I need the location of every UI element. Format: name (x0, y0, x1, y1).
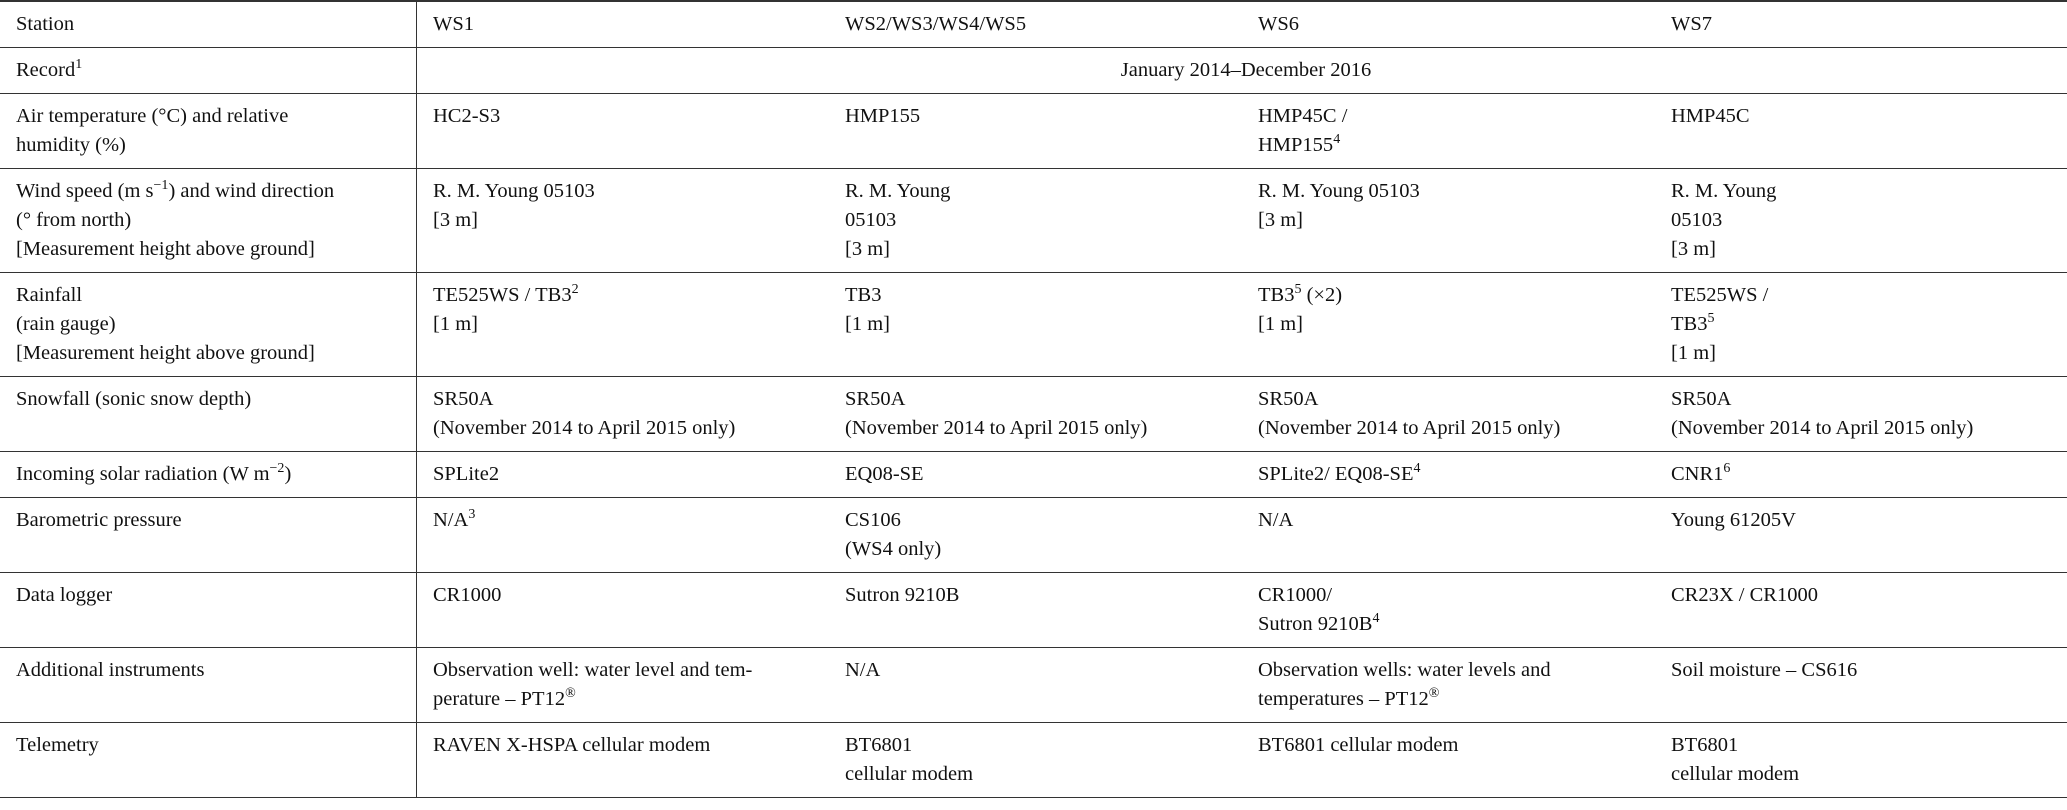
footnote-marker: 5 (1294, 282, 1302, 297)
column-header-ws2-ws5: WS2/WS3/WS4/WS5 (829, 1, 1242, 48)
cell-wind-ws2: R. M. Young 05103 [3 m] (829, 169, 1242, 273)
cell-rain-ws1: $TE525WS / TB3^2$ [1 m] (417, 273, 830, 377)
row-label-additional-instruments: Additional instruments (0, 648, 417, 723)
cell-solar-ws7: $CNR1^6$ (1655, 452, 2067, 498)
cell-air-ws6: HMP45C / $HMP155^4$ (1242, 94, 1655, 169)
cell-logger-ws7: CR23X / CR1000 (1655, 573, 2067, 648)
record-period: January 2014–December 2016 (417, 48, 2067, 94)
cell-wind-ws7: R. M. Young 05103 [3 m] (1655, 169, 2067, 273)
footnote-marker: 1 (75, 57, 83, 72)
row-label-record: Record$^1$ (0, 48, 417, 94)
table-row-station (0, 1, 2067, 48)
cell-logger-ws2: Sutron 9210B (829, 573, 1242, 648)
footnote-marker: 2 (571, 282, 579, 297)
cell-air-ws7: HMP45C (1655, 94, 2067, 169)
column-header-ws1: WS1 (417, 1, 830, 48)
cell-rain-ws6: $TB3^5$ (×2) [1 m] (1242, 273, 1655, 377)
registered-mark: ® (565, 686, 576, 701)
cell-additional-ws7: Soil moisture – CS616 (1655, 648, 2067, 723)
cell-air-ws2: HMP155 (829, 94, 1242, 169)
row-label-data-logger: Data logger (0, 573, 417, 648)
row-label-telemetry: Telemetry (0, 723, 417, 798)
row-label-station: Station (0, 1, 417, 48)
table-row-solar-radiation (0, 452, 2067, 498)
table-row-telemetry (0, 723, 2067, 798)
cell-telemetry-ws7: BT6801 cellular modem (1655, 723, 2067, 798)
footnote-marker: 4 (1413, 461, 1421, 476)
row-label-wind: Wind speed (m $s^{-1}$) and wind direction (° from north) [Measurement height above ground] (0, 169, 417, 273)
cell-baro-ws7: Young 61205V (1655, 498, 2067, 573)
cell-telemetry-ws2: BT6801 cellular modem (829, 723, 1242, 798)
footnote-marker: 5 (1707, 311, 1715, 326)
cell-snow-ws1: SR50A (November 2014 to April 2015 only) (417, 377, 830, 452)
table-row-record (0, 48, 2067, 94)
cell-rain-ws2: TB3 [1 m] (829, 273, 1242, 377)
column-header-ws6: WS6 (1242, 1, 1655, 48)
row-label-rainfall: Rainfall (rain gauge) [Measurement height above ground] (0, 273, 417, 377)
cell-additional-ws6: Observation wells: water levels and temperatures – PT12® (1242, 648, 1655, 723)
footnote-marker: 4 (1333, 132, 1341, 147)
table-row-rainfall (0, 273, 2067, 377)
table-row-additional-instruments (0, 648, 2067, 723)
cell-wind-ws1: R. M. Young 05103 [3 m] (417, 169, 830, 273)
column-header-ws7: WS7 (1655, 1, 2067, 48)
table-row-data-logger (0, 573, 2067, 648)
cell-baro-ws6: N/A (1242, 498, 1655, 573)
cell-snow-ws2: SR50A (November 2014 to April 2015 only) (829, 377, 1242, 452)
row-label-air-temperature: Air temperature (°C) and relative humidity (%) (0, 94, 417, 169)
cell-logger-ws6: CR1000/ Sutron $9210B^4$ (1242, 573, 1655, 648)
table-row-snowfall (0, 377, 2067, 452)
row-label-barometric-pressure: Barometric pressure (0, 498, 417, 573)
registered-mark: ® (1428, 686, 1440, 701)
cell-telemetry-ws1: RAVEN X-HSPA cellular modem (417, 723, 830, 798)
cell-snow-ws7: SR50A (November 2014 to April 2015 only) (1655, 377, 2067, 452)
cell-telemetry-ws6: BT6801 cellular modem (1242, 723, 1655, 798)
footnote-marker: 3 (468, 507, 476, 522)
footnote-marker: 4 (1372, 611, 1380, 626)
row-label-snowfall: Snowfall (sonic snow depth) (0, 377, 417, 452)
cell-solar-ws2: EQ08-SE (829, 452, 1242, 498)
cell-additional-ws1: Observation well: water level and tem- perature – PT12® (417, 648, 830, 723)
table-row-air-temperature (0, 94, 2067, 169)
cell-wind-ws6: R. M. Young 05103 [3 m] (1242, 169, 1655, 273)
table-row-wind (0, 169, 2067, 273)
table-row-barometric-pressure (0, 498, 2067, 573)
cell-baro-ws2: CS106 (WS4 only) (829, 498, 1242, 573)
cell-snow-ws6: SR50A (November 2014 to April 2015 only) (1242, 377, 1655, 452)
cell-additional-ws2: N/A (829, 648, 1242, 723)
footnote-marker: 6 (1723, 461, 1731, 476)
cell-air-ws1: HC2-S3 (417, 94, 830, 169)
row-label-solar-radiation: Incoming solar radiation (W $m^{-2}$) (0, 452, 417, 498)
cell-solar-ws1: SPLite2 (417, 452, 830, 498)
cell-baro-ws1: $N/A^3$ (417, 498, 830, 573)
cell-rain-ws7: TE525WS / $TB3^5$ [1 m] (1655, 273, 2067, 377)
cell-solar-ws6: SPLite2/ $EQ08-SE^4$ (1242, 452, 1655, 498)
cell-logger-ws1: CR1000 (417, 573, 830, 648)
